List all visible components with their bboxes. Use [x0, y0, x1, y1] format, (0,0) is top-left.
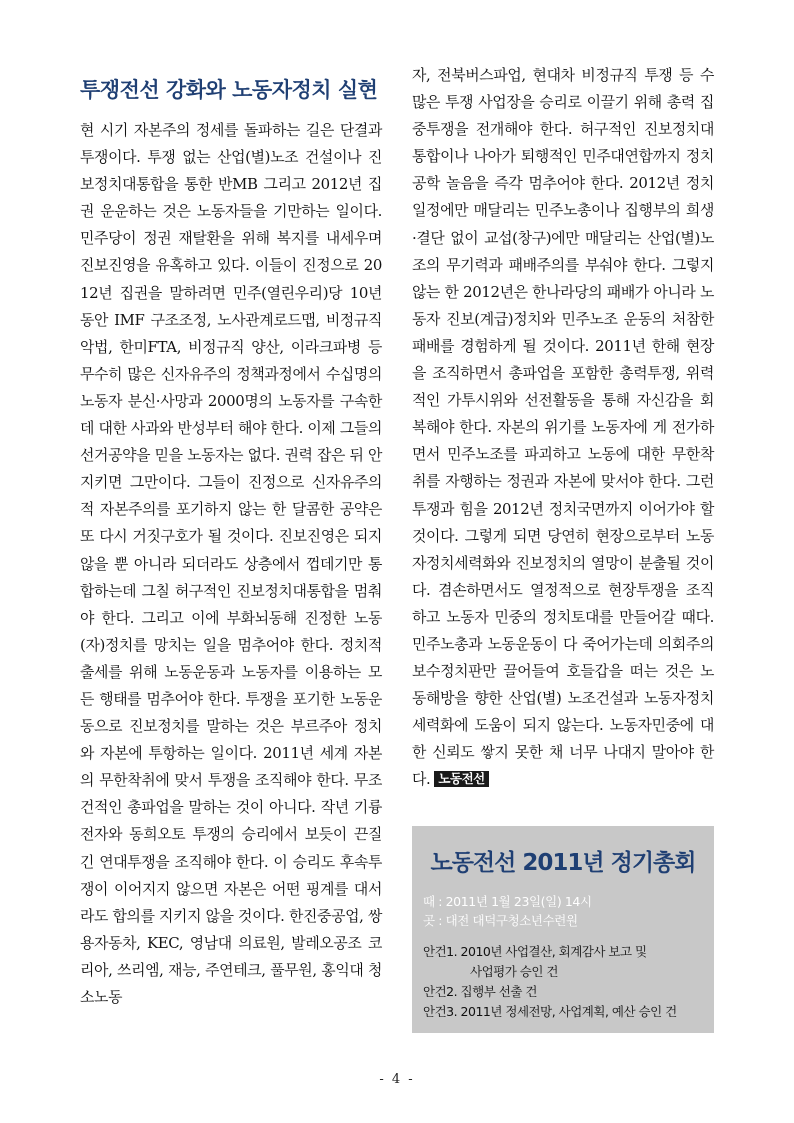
- article-heading: 투쟁전선 강화와 노동자정치 실현: [80, 78, 378, 102]
- article-body-right: [412, 62, 714, 794]
- notice-title: 노동전선 2011년 정기총회: [430, 850, 696, 876]
- signature-badge: 노동전선: [434, 771, 488, 787]
- notice-date: 때 : 2011년 1월 23일(일) 14시: [423, 894, 592, 909]
- agenda-item: 안건1. 2010년 사업결산, 회계감사 보고 및: [423, 944, 647, 959]
- left-column: [80, 62, 382, 1011]
- right-column: [412, 62, 714, 794]
- notice-info: [423, 892, 592, 930]
- notice-agenda: [423, 942, 677, 1022]
- meeting-notice-box: [412, 826, 714, 1033]
- notice-place: 곳 : 대전 대덕구청소년수련원: [423, 913, 578, 928]
- page-number: - 4 -: [379, 1072, 415, 1087]
- article-body-right-text: 자, 전북버스파업, 현대차 비정규직 투쟁 등 수 많은 투쟁 사업장을 승리로 이끌기 위해 총력 집중투쟁을 전개해야 한다. 허구적인 진보정치대통합이나 나아가 퇴행적인 민주대연합까지 정치공학 놀음을 즉각 멈추어야 한다. 2012년 정치일정에만 매달리는 민주노총이나 집행부의 희생·결단 없이 교섭(창구)에만 매달리는 산업(별)노조의 무기력과 패배주의를 부숴야 한다. 그렇지 않는 한 2012년은 한나라당의 패배가 아니라 노동자 진보(계급)정치와 민주노조 운동의 처참한 패배를 경험하게 될 것이다. 2011년 한해 현장을 조직하면서 총파업을 포함한 총력투쟁, 위력적인 가투시위와 선전활동을 통해 자신감을 회복해야 한다. 자본의 위기를 노동자에 게 전가하면서 민주노조를 파괴하고 노동에 대한 무한착취를 자행하는 정권과 자본에 맞서야 한다. 그런 투쟁과 힘을 2012년 정치국면까지 이어가야 할 것이다. 그렇게 되면 당연히 현장으로부터 노동자정치세력화와 진보정치의 열망이 분출될 것이다. 겸손하면서도 열정적으로 현장투쟁을 조직하고 노동자 민중의 정치토대를 만들어갈 때다. 민주노총과 노동운동이 다 죽어가는데 의회주의 보수정치판만 끌어들여 호들갑을 떠는 것은 노동해방을 향한 산업(별) 노조건설과 노동자정치세력화에 도움이 되지 않는다. 노동자민중에 대한 신뢰도 쌓지 못한 채 너무 나대지 말아야 한다.: [412, 66, 714, 789]
- article-body-left: 현 시기 자본주의 정세를 돌파하는 길은 단결과 투쟁이다. 투쟁 없는 산업(별)노조 건설이나 진보정치대통합을 통한 반MB 그리고 2012년 집권 운운하는 것은 노동자들을 기만하는 일이다. 민주당이 정권 재탈환을 위해 복지를 내세우며 진보진영을 유혹하고 있다. 이들이 진정으로 2012년 집권을 말하려면 민주(열린우리)당 10년 동안 IMF 구조조정, 노사관계로드맵, 비정규직 악법, 한미FTA, 비정규직 양산, 이라크파병 등 무수히 많은 신자유주의 정책과정에서 수십명의 노동자 분신·사망과 2000명의 노동자를 구속한 데 대한 사과와 반성부터 해야 한다. 이제 그들의 선거공약을 믿을 노동자는 없다. 권력 잡은 뒤 안 지키면 그만이다. 그들이 진정으로 신자유주의적 자본주의를 포기하지 않는 한 달콤한 공약은 또 다시 거짓구호가 될 것이다. 진보진영은 되지 않을 뿐 아니라 되더라도 상층에서 껍데기만 통합하는데 그칠 허구적인 진보정치대통합을 멈춰야 한다. 그리고 이에 부화뇌동해 진정한 노동(자)정치를 망치는 일을 멈추어야 한다. 정치적 출세를 위해 노동운동과 노동자를 이용하는 모든 행태를 멈추어야 한다. 투쟁을 포기한 노동운동으로 진보정치를 말하는 것은 부르주아 정치와 자본에 투항하는 일이다. 2011년 세계 자본의 무한착취에 맞서 투쟁을 조직해야 한다. 무조건적인 총파업을 말하는 것이 아니다. 작년 기륭전자와 동희오토 투쟁의 승리에서 보듯이 끈질긴 연대투쟁을 조직해야 한다. 이 승리도 후속투쟁이 이어지지 않으면 자본은 어떤 핑계를 대서라도 합의를 지키지 않을 것이다. 한진중공업, 쌍용자동차, KEC, 영남대 의료원, 발레오공조 코리아, 쓰리엠, 재능, 주연테크, 풀무원, 홍익대 청소노동: [80, 121, 382, 1006]
- agenda-item: 안건3. 2011년 정세전망, 사업계획, 예산 승인 건: [423, 1004, 677, 1019]
- agenda-item: 안건2. 집행부 선출 건: [423, 984, 537, 999]
- agenda-item-continuation: 사업평가 승인 건: [470, 964, 558, 979]
